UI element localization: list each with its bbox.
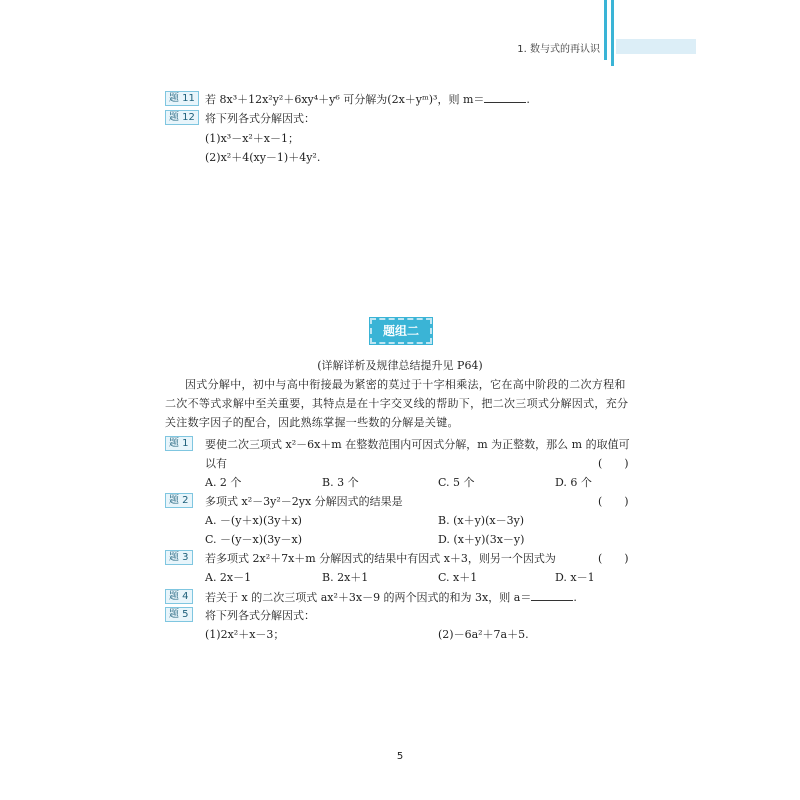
header-band [616,39,696,54]
question-1-text: 要使二次三项式 x²－6x＋m 在整数范围内可因式分解，m 为正整数，那么 m 的取值可 [205,438,630,451]
option-b: B. 3 个 [322,476,359,489]
section-title: 题组二 [370,318,432,344]
question-11-text [205,91,530,107]
question-2-text: 多项式 x²－3y²－2yx 分解因式的结果是 [205,495,403,508]
option-b: B. 2x＋1 [322,571,369,584]
question-item: (1)x³－x²＋x－1； [205,132,300,145]
decorative-stripe [611,0,614,66]
question-item: (2)－6a²＋7a＋5. [438,628,529,641]
answer-parentheses[interactable]: ( ) [598,457,629,470]
question-12-text: 将下列各式分解因式： [205,112,315,125]
option-c: C. －(y－x)(3y－x) [205,533,303,546]
running-header: 1. 数与式的再认识 [517,44,600,55]
option-a: A. －(y＋x)(3y＋x) [205,514,302,527]
question-label: 题 3 [165,550,193,565]
option-d: D. 6 个 [555,476,592,489]
decorative-stripe [604,0,607,60]
answer-parentheses[interactable]: ( ) [598,552,629,565]
option-d: D. x－1 [555,571,595,584]
answer-blank[interactable] [484,92,526,103]
question-1-text-cont: 以有 [205,457,227,470]
question-label: 题 2 [165,493,193,508]
section-note: (详解详析及规律总结提升见 P64) [317,359,483,372]
question-5-text: 将下列各式分解因式： [205,609,315,622]
intro-paragraph-line: 二次不等式求解中至关重要，其特点是在十字交叉线的帮助下，把二次三项式分解因式，充分 [165,397,629,410]
question-item: (2)x²＋4(xy－1)＋4y². [205,151,321,164]
question-4-text [205,589,577,605]
intro-paragraph-line: 关注数字因子的配合，因此熟练掌握一些数的分解是关键。 [165,416,459,429]
question-label: 题 1 [165,436,193,451]
sentence-end: . [573,591,577,604]
option-a: A. 2x－1 [205,571,252,584]
question-label: 题 12 [165,110,199,125]
sentence-end: . [526,93,530,106]
option-c: C. 5 个 [438,476,475,489]
option-c: C. x＋1 [438,571,478,584]
question-3-text: 若多项式 2x²＋7x＋m 分解因式的结果中有因式 x＋3，则另一个因式为 [205,552,556,565]
question-item: (1)2x²＋x－3； [205,628,285,641]
option-d: D. (x＋y)(3x－y) [438,533,525,546]
question-label: 题 4 [165,589,193,604]
question-text: 若关于 x 的二次三项式 ax²＋3x－9 的两个因式的和为 3x，则 a＝ [205,591,532,604]
answer-parentheses[interactable]: ( ) [598,495,629,508]
question-text: 若 8x³＋12x²y²＋6xy⁴＋y⁶ 可分解为(2x＋yᵐ)³，则 m＝ [205,93,485,106]
option-b: B. (x＋y)(x－3y) [438,514,525,527]
option-a: A. 2 个 [205,476,242,489]
question-label: 题 11 [165,91,199,106]
question-label: 题 5 [165,607,193,622]
intro-paragraph-line: 因式分解中，初中与高中衔接最为紧密的莫过于十字相乘法，它在高中阶段的二次方程和 [185,378,626,391]
answer-blank[interactable] [531,590,573,601]
page-number: 5 [396,751,404,762]
